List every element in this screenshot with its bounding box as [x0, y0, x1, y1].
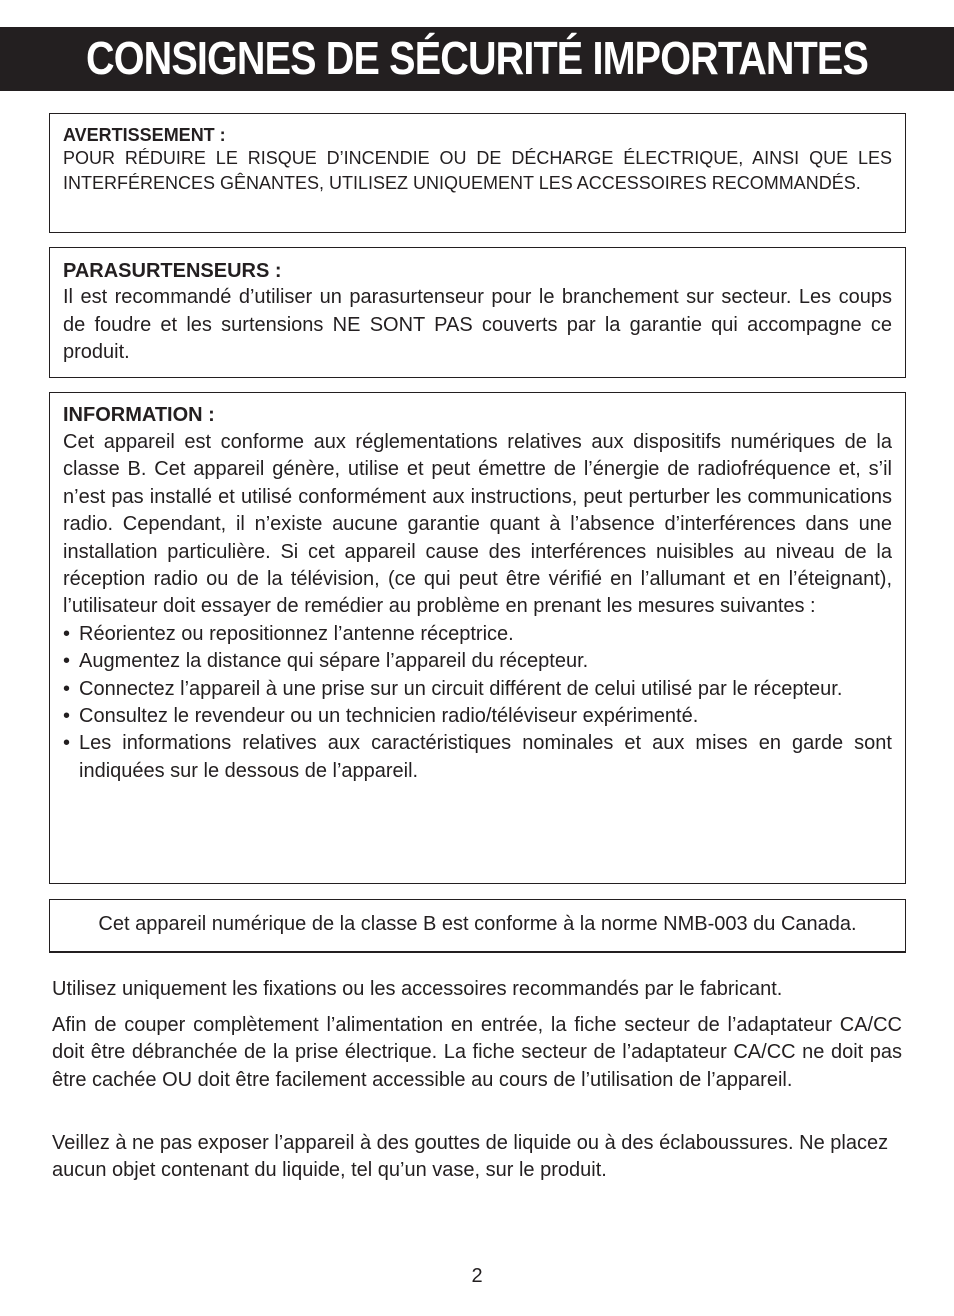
- page-header: [0, 27, 954, 91]
- warning-box: [49, 113, 906, 233]
- information-text: Cet appareil est conforme aux réglementations relatives aux dispositifs numériques de la classe B. Cet appareil génère, utilise et peut émettre de l’énergie de radiofréquence et, s’il n’est pas installé et utilisé conformément aux instructions, peut perturber les communications radio. Cependant, il n’existe aucune garantie quant à l’absence d’interférences dans une installation particulière. Si cet appareil cause des interférences nuisibles au niveau de la réception radio ou de la télévision, (ce qui peut être vérifié en l’allumant et en l’éteignant), l’utilisateur doit essayer de remédier au problème en prenant les mesures suivantes :: [63, 431, 892, 618]
- canada-compliance-text: Cet appareil numérique de la classe B est conforme à la norme NMB-003 du Canada.: [98, 913, 857, 935]
- list-item: • Les informations relatives aux caractéristiques nominales et aux mises en garde sont indiquées sur le dessous de l’appareil.: [63, 730, 892, 785]
- page-title: CONSIGNES DE SÉCURITÉ IMPORTANTES: [86, 32, 868, 84]
- power-disconnect-paragraph: Afin de couper complètement l’alimentation en entrée, la fiche secteur de l’adaptateur CA/CC doit être débranchée de la prise électrique. La fiche secteur de l’adaptateur CA/CC ne doit pas être cachée OU doit être facilement accessible au cours de l’utilisation de l’appareil.: [52, 1014, 902, 1091]
- canada-compliance-box: [49, 899, 906, 953]
- warning-heading: AVERTISSEMENT :: [63, 125, 226, 145]
- surge-text: Il est recommandé d’utiliser un parasurtenseur pour le branchement sur secteur. Les coups de foudre et les surtensions NE SONT PAS couverts par la garantie qui accompagne ce produit.: [63, 286, 892, 363]
- information-box: [49, 392, 906, 884]
- list-item: • Augmentez la distance qui sépare l’appareil du récepteur.: [63, 648, 892, 675]
- page-number: 2: [471, 1265, 483, 1287]
- list-item: • Réorientez ou repositionnez l’antenne réceptrice.: [63, 621, 892, 648]
- measures-list: [63, 621, 892, 785]
- surge-protector-box: [49, 247, 906, 378]
- liquid-warning-paragraph: Veillez à ne pas exposer l’appareil à des gouttes de liquide ou à des éclaboussures. Ne placez aucun objet contenant du liquide, tel qu’un vase, sur le produit.: [52, 1132, 889, 1182]
- information-heading: INFORMATION :: [63, 404, 215, 426]
- accessories-paragraph: Utilisez uniquement les fixations ou les accessoires recommandés par le fabricant.: [52, 978, 783, 1000]
- list-item: • Connectez l’appareil à une prise sur un circuit différent de celui utilisé par le récepteur.: [63, 676, 892, 703]
- surge-heading: PARASURTENSEURS :: [63, 260, 282, 282]
- list-item: • Consultez le revendeur ou un technicien radio/téléviseur expérimenté.: [63, 703, 892, 730]
- warning-text: POUR RÉDUIRE LE RISQUE D’INCENDIE OU DE DÉCHARGE ÉLECTRIQUE, AINSI QUE LES INTERFÉRENCES GÊNANTES, UTILISEZ UNIQUEMENT LES ACCESSOIRES RECOMMANDÉS.: [63, 148, 892, 193]
